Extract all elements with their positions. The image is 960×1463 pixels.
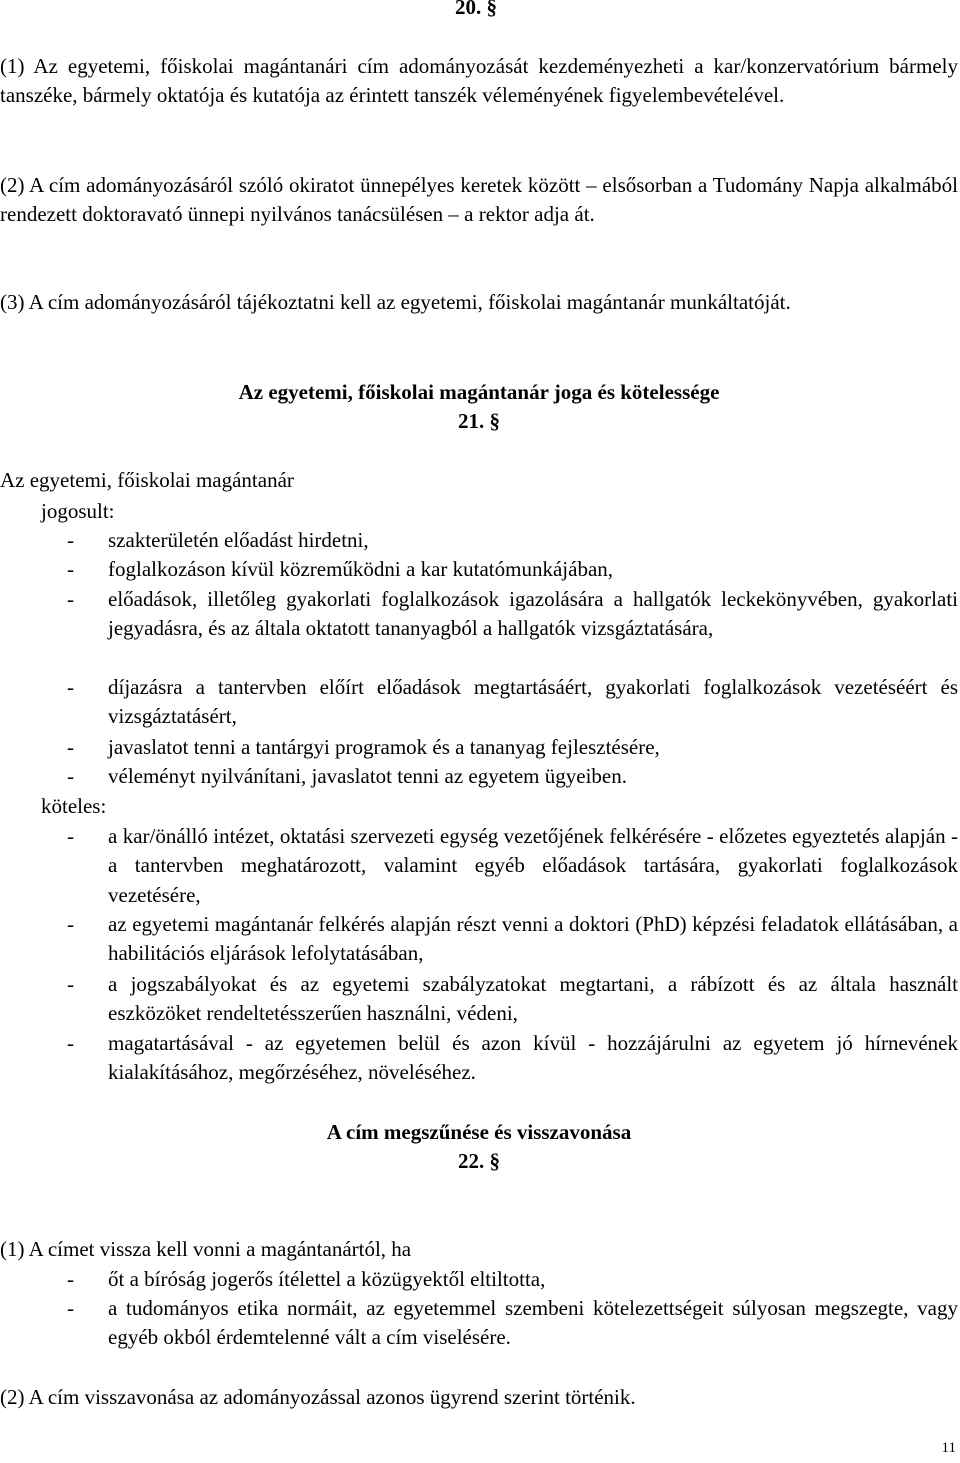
list-dash: - xyxy=(67,1031,74,1055)
list-item xyxy=(67,1265,958,1294)
list-dash: - xyxy=(67,1267,74,1291)
list-item-text: magatartásával - az egyetemen belül és azon kívül - hozzájárulni az egyetem jó hírnevének kialakításához, megőrzéséhez, növeléséhez. xyxy=(108,1031,958,1085)
list-item-text: a jogszabályokat és az egyetemi szabályzatokat megtartani, a rábízott és az általa használt eszközöket rendeltetésszerűen használni, védeni, xyxy=(108,972,958,1026)
list-item xyxy=(67,733,958,762)
list-dash: - xyxy=(67,912,74,936)
list-dash: - xyxy=(67,587,74,611)
section-21-intro: Az egyetemi, főiskolai magántanár xyxy=(0,468,294,492)
paragraph-20-2: (2) A cím adományozásáról szóló okiratot ünnepélyes keretek között – elsősorban a Tudomány Napja alkalmából rendezett doktoravató ünnepi nyilvános tanácsülésen – a rektor adja át. xyxy=(0,173,958,227)
list-item-text: javaslatot tenni a tantárgyi programok és a tananyag fejlesztésére, xyxy=(108,735,660,759)
list-item-text: véleményt nyilvánítani, javaslatot tenni az egyetem ügyeiben. xyxy=(108,764,627,788)
page-number: 11 xyxy=(941,1440,956,1456)
section-22-heading: 22. § xyxy=(458,1149,500,1173)
section-21-title: Az egyetemi, főiskolai magántanár joga és kötelessége xyxy=(238,380,720,404)
list-dash: - xyxy=(67,764,74,788)
paragraph-20-3: (3) A cím adományozásáról tájékoztatni kell az egyetemi, főiskolai magántanár munkáltatóját. xyxy=(0,290,791,314)
list-item xyxy=(67,1029,958,1088)
list-dash: - xyxy=(67,972,74,996)
paragraph-20-1: (1) Az egyetemi, főiskolai magántanári cím adományozását kezdeményezheti a kar/konzervatórium bármely tanszéke, bármely oktatója és kutatója az érintett tanszék véleményének figyelembevételével. xyxy=(0,54,958,108)
list-item-text: a kar/önálló intézet, oktatási szervezeti egység vezetőjének felkérésére - előzetes egyeztetés alapján - a tantervben meghatározott, valamint egyéb előadások tartására, gyakorlati foglalkozások vezetésére, xyxy=(108,824,958,907)
list-item xyxy=(67,762,958,791)
list-dash: - xyxy=(67,1296,74,1320)
list-item xyxy=(67,585,958,644)
list-item-text: foglalkozáson kívül közreműködni a kar kutatómunkájában, xyxy=(108,557,614,581)
list-item xyxy=(67,1294,958,1353)
list-dash: - xyxy=(67,675,74,699)
section-20-heading: 20. § xyxy=(455,0,497,19)
list-item xyxy=(67,526,958,555)
list-dash: - xyxy=(67,528,74,552)
paragraph-22-2: (2) A cím visszavonása az adományozással azonos ügyrend szerint történik. xyxy=(0,1385,636,1409)
list-item-text: előadások, illetőleg gyakorlati foglalkozások igazolására a hallgatók leckekönyvében, gyakorlati jegyadásra, és az általa oktatott tananyagból a hallgatók vizsgáztatására, xyxy=(108,587,958,641)
list-item xyxy=(67,910,958,969)
list-dash: - xyxy=(67,557,74,581)
list-dash: - xyxy=(67,824,74,848)
list-item xyxy=(67,970,958,1029)
list-item-text: a tudományos etika normáit, az egyetemmel szembeni kötelezettségeit súlyosan megszegte, vagy egyéb okból érdemtelenné vált a cím viselésére. xyxy=(108,1296,958,1350)
rights-label: jogosult: xyxy=(41,499,115,523)
list-item-text: az egyetemi magántanár felkérés alapján részt venni a doktori (PhD) képzési feladatok ellátásában, a habilitációs eljárások lefolytatásában, xyxy=(108,912,958,966)
list-item-text: díjazásra a tantervben előírt előadások megtartásáért, gyakorlati foglalkozások vezetéséért és vizsgáztatásért, xyxy=(108,675,958,729)
list-dash: - xyxy=(67,735,74,759)
list-item-text: szakterületén előadást hirdetni, xyxy=(108,528,369,552)
paragraph-22-1: (1) A címet vissza kell vonni a magántanártól, ha xyxy=(0,1237,412,1261)
list-item xyxy=(67,822,958,910)
list-item xyxy=(67,555,958,584)
list-item-text: őt a bíróság jogerős ítélettel a közügyektől eltiltotta, xyxy=(108,1267,546,1291)
duties-label: köteles: xyxy=(41,794,107,818)
section-21-heading: 21. § xyxy=(458,409,500,433)
list-item xyxy=(67,673,958,732)
section-22-title: A cím megszűnése és visszavonása xyxy=(326,1120,632,1144)
